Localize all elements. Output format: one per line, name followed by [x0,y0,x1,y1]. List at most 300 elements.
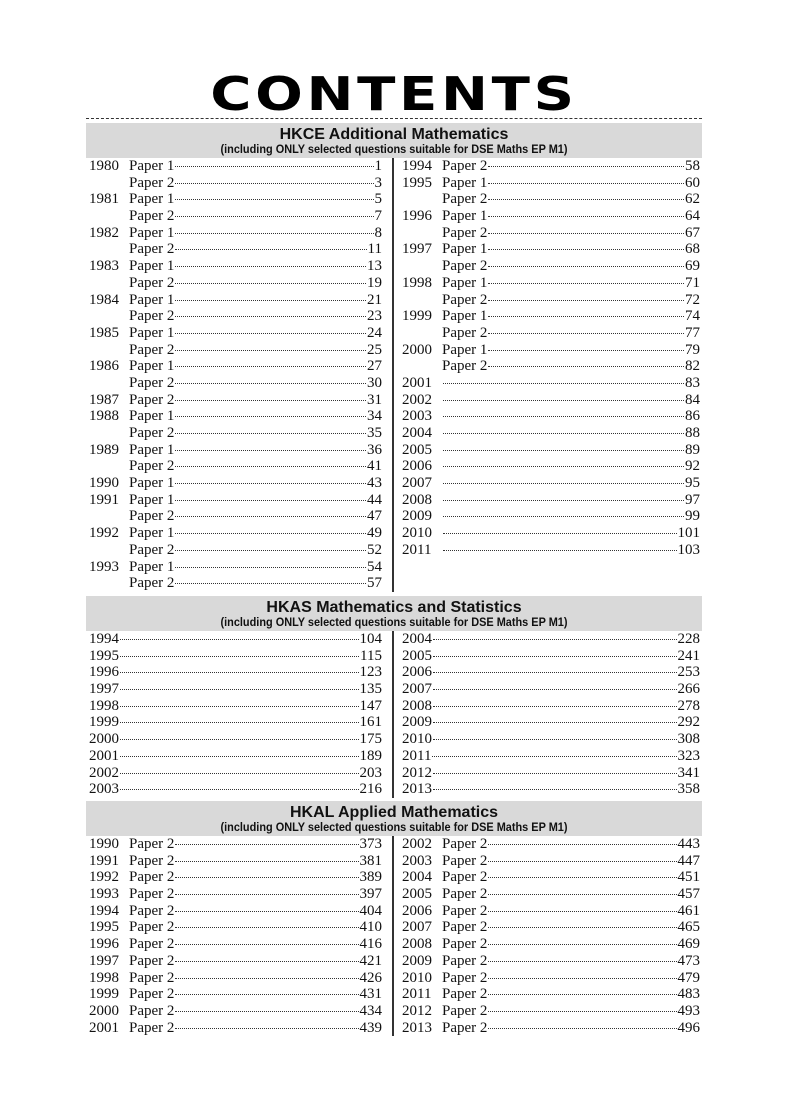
section-header [86,596,702,631]
toc-entry[interactable] [89,575,382,592]
dot-leader [488,332,684,334]
toc-entry[interactable] [402,225,700,242]
dot-leader [175,1027,358,1029]
toc-page-number: 69 [685,258,700,275]
toc-year: 2005 [402,441,432,458]
toc-year: 1993 [89,886,119,903]
toc-entry[interactable] [402,919,700,936]
toc-page-number: 99 [685,508,700,525]
section-header [86,123,702,158]
dot-leader [175,843,358,845]
toc-entry[interactable] [89,425,382,442]
toc-page-number: 72 [685,291,700,308]
toc-entry[interactable] [402,731,700,748]
toc-paper: Paper 1 [129,291,175,308]
dot-leader [175,432,366,434]
toc-page-number: 479 [677,969,700,986]
section-title: HKAS Mathematics and Statistics [266,599,522,616]
toc-page-number: 323 [677,747,700,764]
toc-page-number: 30 [367,374,382,391]
toc-entry[interactable] [402,308,700,325]
toc-entry[interactable] [89,1003,382,1020]
toc-year: 1993 [89,558,119,575]
toc-entry[interactable] [89,158,382,175]
section-title: HKCE Additional Mathematics [279,126,509,143]
toc-page-number: 1 [374,158,382,174]
dot-leader [175,993,358,995]
toc-entry[interactable] [89,458,382,475]
left-column [86,158,394,592]
toc-paper: Paper 2 [129,374,175,391]
toc-year: 1999 [89,714,119,731]
toc-year: 2005 [402,886,432,903]
toc-entry[interactable] [89,781,382,798]
toc-entry[interactable] [402,648,700,665]
toc-paper: Paper 2 [129,425,175,441]
toc-page-number: 493 [677,1002,700,1019]
section-header [86,801,702,836]
page-title: CONTENTS [210,67,578,121]
toc-entry[interactable] [402,375,700,392]
toc-page-number: 62 [685,191,700,208]
toc-page-number: 228 [677,631,700,647]
toc-page-number: 88 [685,425,700,441]
dot-leader [120,671,359,673]
toc-entry[interactable] [402,1020,700,1037]
toc-entry[interactable] [89,559,382,576]
dot-leader [488,248,684,250]
toc-entry[interactable] [89,275,382,292]
dot-leader [120,655,359,657]
toc-page-number: 21 [367,291,382,308]
toc-entry[interactable] [89,225,382,242]
toc-page-number: 35 [367,425,382,441]
toc-year: 2002 [402,836,432,852]
toc-year: 2003 [402,408,432,425]
toc-entry[interactable] [89,258,382,275]
toc-page-number: 67 [685,224,700,241]
dot-leader [488,1010,676,1012]
toc-entry[interactable] [402,986,700,1003]
toc-entry[interactable] [402,953,700,970]
toc-entry[interactable] [402,258,700,275]
dot-leader [175,977,358,979]
toc-paper: Paper 2 [442,936,488,953]
toc-year: 2012 [402,764,432,781]
toc-page-number: 469 [677,936,700,953]
toc-paper: Paper 2 [129,575,175,592]
dot-leader [175,332,366,334]
toc-year: 1996 [89,664,119,681]
toc-year: 1987 [89,391,119,408]
dot-leader [488,315,684,317]
toc-page-number: 74 [685,308,700,325]
toc-entry[interactable] [402,408,700,425]
dot-leader [120,755,359,757]
toc-entry[interactable] [89,903,382,920]
toc-year: 2008 [402,936,432,953]
dot-leader [488,843,676,845]
toc-page-number: 451 [677,869,700,886]
toc-paper: Paper 2 [129,341,175,358]
toc-year: 1991 [89,491,119,508]
toc-paper: Paper 2 [442,886,488,903]
dot-leader [443,415,684,417]
toc-entry[interactable] [89,542,382,559]
toc-page-number: 434 [359,1002,382,1019]
toc-year: 1995 [89,647,119,664]
toc-paper: Paper 2 [442,158,488,174]
toc-year: 1995 [89,919,119,936]
toc-entry[interactable] [89,664,382,681]
toc-entry[interactable] [402,903,700,920]
toc-entry[interactable] [89,853,382,870]
toc-paper: Paper 2 [129,902,175,919]
toc-year: 1990 [89,475,119,492]
toc-entry[interactable] [89,358,382,375]
toc-entry[interactable] [89,1020,382,1037]
toc-paper: Paper 2 [129,508,175,525]
toc-year: 2003 [89,781,119,798]
toc-entry[interactable] [402,869,700,886]
dot-leader [175,182,373,184]
toc-entry[interactable] [89,631,382,648]
toc-entry[interactable] [89,869,382,886]
toc-page-number: 44 [367,491,382,508]
toc-year: 2001 [89,1019,119,1036]
dot-leader [175,198,373,200]
toc-page-number: 25 [367,341,382,358]
toc-year: 2007 [402,681,432,698]
dot-leader [443,532,677,534]
toc-entry[interactable] [402,208,700,225]
dot-leader [175,532,366,534]
dot-leader [120,721,359,723]
toc-paper: Paper 1 [129,191,175,208]
toc-page-number: 341 [677,764,700,781]
right-column [394,631,702,798]
dot-leader [443,499,684,501]
toc-year: 1998 [89,969,119,986]
toc-year: 1997 [89,681,119,698]
dot-leader [175,465,366,467]
toc-entry[interactable] [89,392,382,409]
toc-entry[interactable] [89,308,382,325]
dot-leader [433,772,677,774]
toc-entry[interactable] [402,458,700,475]
toc-page-number: 457 [677,886,700,903]
toc-entry[interactable] [402,442,700,459]
toc-paper: Paper 1 [442,341,488,358]
toc-entry[interactable] [402,392,700,409]
toc-year: 1999 [402,308,432,325]
toc-entry[interactable] [89,508,382,525]
section-title: HKAL Applied Mathematics [289,804,499,821]
dot-leader [488,265,684,267]
toc-page-number: 101 [677,525,700,542]
toc-page-number: 358 [677,781,700,798]
dot-leader [175,893,358,895]
toc-paper: Paper 2 [442,836,488,852]
toc-paper: Paper 1 [129,158,175,174]
toc-entry[interactable] [402,1003,700,1020]
toc-entry[interactable] [89,241,382,258]
toc-entry[interactable] [402,358,700,375]
dot-leader [175,926,358,928]
toc-entry[interactable] [402,836,700,853]
toc-paper: Paper 2 [442,258,488,275]
toc-page-number: 49 [367,525,382,542]
section-hkas-mathematics-and-statistics [86,596,702,798]
dot-leader [433,638,677,640]
toc-paper: Paper 1 [129,224,175,241]
toc-paper: Paper 2 [129,174,175,191]
dot-leader [488,349,684,351]
toc-page-number: 389 [359,869,382,886]
dot-leader [433,721,677,723]
toc-page-number: 36 [367,441,382,458]
toc-entry[interactable] [89,919,382,936]
toc-page-number: 147 [359,697,382,714]
toc-entry[interactable] [402,275,700,292]
toc-entry[interactable] [402,175,700,192]
toc-year: 2000 [402,341,432,358]
toc-entry[interactable] [402,781,700,798]
toc-entry[interactable] [402,158,700,175]
section-subtitle: (including ONLY selected questions suitable for DSE Maths EP M1) [220,822,568,834]
toc-entry[interactable] [89,836,382,853]
dot-leader [175,365,366,367]
toc-entry[interactable] [89,681,382,698]
section-hkce-additional-mathematics [86,123,702,592]
toc-paper: Paper 2 [442,1019,488,1036]
toc-page-number: 404 [359,902,382,919]
toc-page-number: 241 [677,647,700,664]
toc-year: 1994 [89,902,119,919]
toc-page-number: 3 [374,174,382,191]
toc-page-number: 5 [374,191,382,208]
toc-page-number: 308 [677,731,700,748]
toc-page-number: 161 [359,714,382,731]
toc-paper: Paper 1 [129,525,175,542]
toc-page-number: 496 [677,1019,700,1036]
toc-entry[interactable] [89,208,382,225]
toc-year: 1995 [402,174,432,191]
toc-page-number: 253 [677,664,700,681]
toc-entry[interactable] [89,375,382,392]
toc-year: 2010 [402,525,432,542]
toc-paper: Paper 2 [129,308,175,325]
toc-paper: Paper 2 [442,852,488,869]
toc-page-number: 416 [359,936,382,953]
toc-paper: Paper 2 [129,836,175,852]
toc-entry[interactable] [402,525,700,542]
dot-leader [175,566,366,568]
toc-paper: Paper 2 [442,358,488,375]
toc-entry[interactable] [89,408,382,425]
toc-year: 1986 [89,358,119,375]
toc-page-number: 266 [677,681,700,698]
toc-entry[interactable] [89,525,382,542]
dot-leader [488,893,676,895]
toc-entry[interactable] [89,175,382,192]
toc-paper: Paper 2 [442,952,488,969]
toc-page-number: 431 [359,986,382,1003]
toc-page-number: 135 [359,681,382,698]
toc-year: 2009 [402,714,432,731]
toc-entry[interactable] [89,886,382,903]
toc-paper: Paper 2 [442,1002,488,1019]
toc-entry[interactable] [402,425,700,442]
toc-entry[interactable] [89,714,382,731]
dot-leader [488,977,676,979]
toc-entry[interactable] [89,475,382,492]
toc-entry[interactable] [89,953,382,970]
toc-year: 1992 [89,525,119,542]
toc-page-number: 8 [374,224,382,241]
toc-page-number: 34 [367,408,382,425]
toc-page-number: 115 [360,647,382,664]
dot-leader [443,482,684,484]
toc-year: 2004 [402,869,432,886]
toc-entry[interactable] [89,698,382,715]
toc-entry[interactable] [402,542,700,559]
toc-page-number: 68 [685,241,700,258]
dot-leader [488,182,684,184]
toc-page-number: 54 [367,558,382,575]
toc-entry[interactable] [402,191,700,208]
toc-paper: Paper 2 [129,986,175,1003]
toc-entry[interactable] [89,492,382,509]
dot-leader [175,248,366,250]
toc-year: 2003 [402,852,432,869]
toc-paper: Paper 2 [129,969,175,986]
dot-leader [120,738,359,740]
dot-leader [120,638,359,640]
toc-entry[interactable] [402,698,700,715]
toc-paper: Paper 2 [442,969,488,986]
dot-leader [443,515,684,517]
toc-entry[interactable] [89,936,382,953]
toc-page-number: 41 [367,458,382,475]
toc-entry[interactable] [402,681,700,698]
dot-leader [175,415,366,417]
toc-entry[interactable] [402,241,700,258]
toc-page-number: 381 [359,852,382,869]
toc-entry[interactable] [402,475,700,492]
toc-year: 1982 [89,224,119,241]
toc-entry[interactable] [89,292,382,309]
toc-entry[interactable] [89,342,382,359]
toc-page-number: 64 [685,208,700,225]
toc-page-number: 443 [677,836,700,852]
toc-entry[interactable] [89,191,382,208]
toc-paper: Paper 2 [442,902,488,919]
dot-leader [432,755,676,757]
toc-year: 2011 [402,986,432,1003]
toc-page-number: 92 [685,458,700,475]
toc-entry[interactable] [402,748,700,765]
toc-entry[interactable] [89,731,382,748]
section-subtitle: (including ONLY selected questions suitable for DSE Maths EP M1) [220,144,568,156]
right-column [394,158,702,592]
dot-leader [175,232,373,234]
dot-leader [433,655,677,657]
toc-year: 2013 [402,1019,432,1036]
dot-leader [488,365,684,367]
dot-leader [488,926,676,928]
toc-paper: Paper 2 [129,1002,175,1019]
toc-year: 1988 [89,408,119,425]
toc-entry[interactable] [89,986,382,1003]
toc-year: 2002 [402,391,432,408]
toc-entry[interactable] [402,765,700,782]
dot-leader [175,482,366,484]
toc-entry[interactable] [402,970,700,987]
toc-year: 1996 [402,208,432,225]
dot-leader [175,349,366,351]
toc-year: 2008 [402,491,432,508]
toc-page-number: 278 [677,697,700,714]
toc-entry[interactable] [402,853,700,870]
toc-entry[interactable] [402,325,700,342]
dot-leader [175,943,358,945]
toc-entry[interactable] [402,886,700,903]
toc-entry[interactable] [402,936,700,953]
toc-entry[interactable] [89,442,382,459]
toc-entry[interactable] [89,648,382,665]
dot-leader [175,299,366,301]
toc-entry[interactable] [402,342,700,359]
toc-entry[interactable] [402,631,700,648]
toc-entry[interactable] [402,664,700,681]
toc-entry[interactable] [402,492,700,509]
toc-entry[interactable] [89,765,382,782]
toc-paper: Paper 1 [129,491,175,508]
toc-entry[interactable] [89,748,382,765]
toc-entry[interactable] [402,508,700,525]
dot-leader [175,315,366,317]
dot-leader [120,705,359,707]
toc-entry[interactable] [402,292,700,309]
toc-page-number: 426 [359,969,382,986]
toc-page-number: 95 [685,475,700,492]
toc-paper: Paper 2 [129,936,175,953]
toc-year: 2006 [402,902,432,919]
dot-leader [488,198,684,200]
toc-year: 1990 [89,836,119,852]
toc-entry[interactable] [402,714,700,731]
toc-entry[interactable] [89,970,382,987]
dot-leader [175,876,358,878]
dot-leader [443,432,684,434]
toc-year: 1997 [402,241,432,258]
toc-page-number: 421 [359,952,382,969]
dot-leader [175,499,366,501]
toc-page-number: 461 [677,902,700,919]
toc-paper: Paper 1 [129,324,175,341]
toc-page-number: 439 [359,1019,382,1036]
toc-page-number: 97 [685,491,700,508]
toc-paper: Paper 1 [442,274,488,291]
toc-paper: Paper 2 [442,919,488,936]
toc-paper: Paper 2 [129,852,175,869]
toc-year: 2004 [402,425,432,441]
toc-page-number: 79 [685,341,700,358]
toc-paper: Paper 1 [129,441,175,458]
toc-entry[interactable] [89,325,382,342]
dot-leader [175,582,366,584]
